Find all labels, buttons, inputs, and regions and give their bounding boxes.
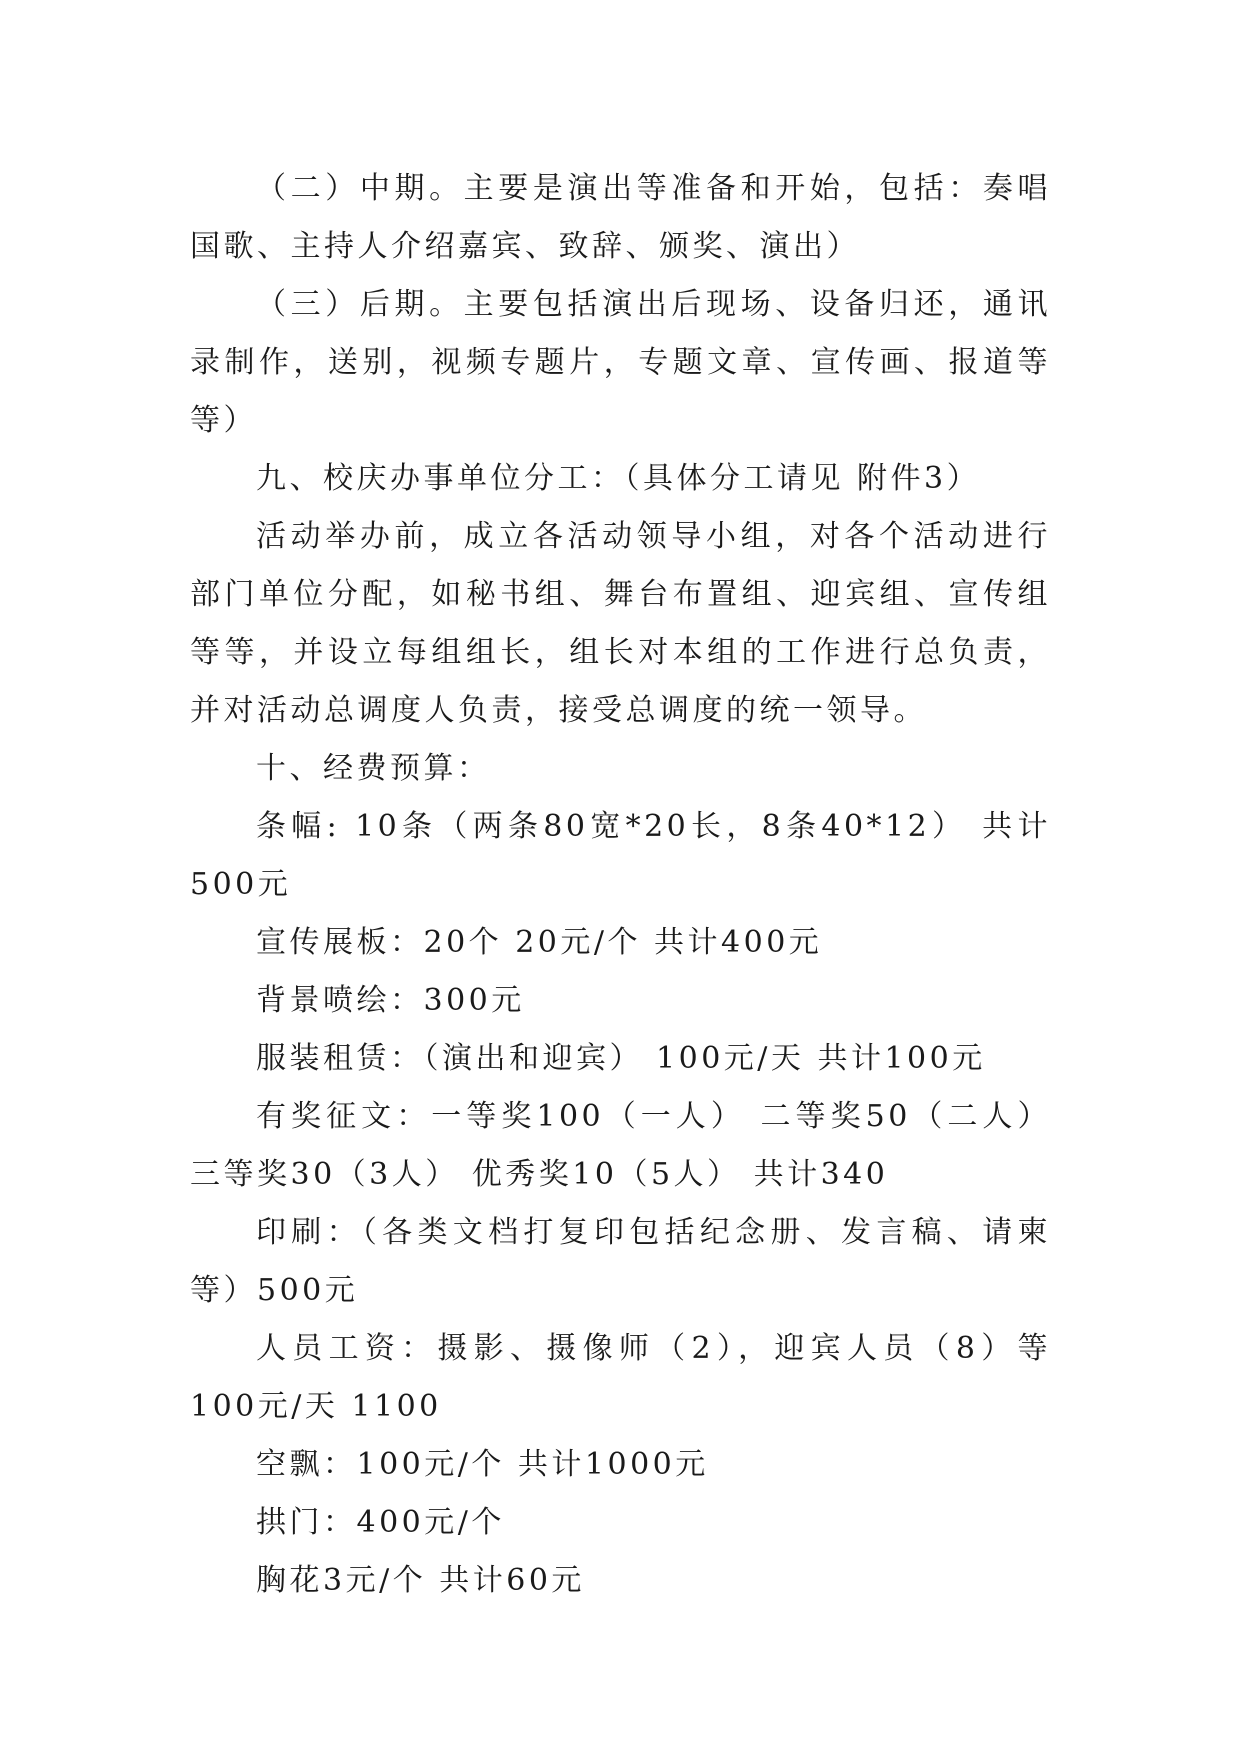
section-heading-division-of-work: 九、校庆办事单位分工：（具体分工请见 附件3） xyxy=(256,461,981,496)
budget-item-display-boards: 宣传展板：20个 20元/个 共计400元 xyxy=(256,925,823,960)
budget-item-balloons: 空飘：100元/个 共计1000元 xyxy=(256,1447,709,1482)
budget-item-banners: 条幅: 10条（两条80宽*20长，8条40*12） 共计500元 xyxy=(190,809,1051,902)
budget-item-costume-rental: 服装租赁：（演出和迎宾） 100元/天 共计100元 xyxy=(256,1041,986,1076)
budget-item-printing: 印刷：（各类文档打复印包括纪念册、发言稿、请柬等）500元 xyxy=(190,1215,1051,1308)
budget-item-essay-prizes: 有奖征文：一等奖100（一人） 二等奖50（二人） 三等奖30（3人） 优秀奖10（5人） 共计340 xyxy=(190,1099,1051,1192)
paragraph-late-stage: （三）后期。主要包括演出后现场、设备归还，通讯录制作，送别，视频专题片，专题文章、宣传画、报道等等） xyxy=(190,287,1051,438)
paragraph-leadership-groups: 活动举办前，成立各活动领导小组，对各个活动进行部门单位分配，如秘书组、舞台布置组、迎宾组、宣传组等等，并设立每组组长，组长对本组的工作进行总负责，并对活动总调度人负责，接受总调度的统一领导。 xyxy=(190,519,1051,728)
budget-item-staff-wages: 人员工资：摄影、摄像师（2），迎宾人员（8）等100元/天 1100 xyxy=(190,1331,1051,1424)
section-heading-budget: 十、经费预算： xyxy=(256,751,491,786)
budget-item-backdrop-print: 背景喷绘：300元 xyxy=(256,983,525,1018)
budget-item-arch: 拱门：400元/个 xyxy=(256,1505,505,1540)
paragraph-mid-stage: （二）中期。主要是演出等准备和开始，包括：奏唱国歌、主持人介绍嘉宾、致辞、颁奖、演出） xyxy=(190,171,1051,264)
budget-item-corsages: 胸花3元/个 共计60元 xyxy=(256,1563,585,1598)
